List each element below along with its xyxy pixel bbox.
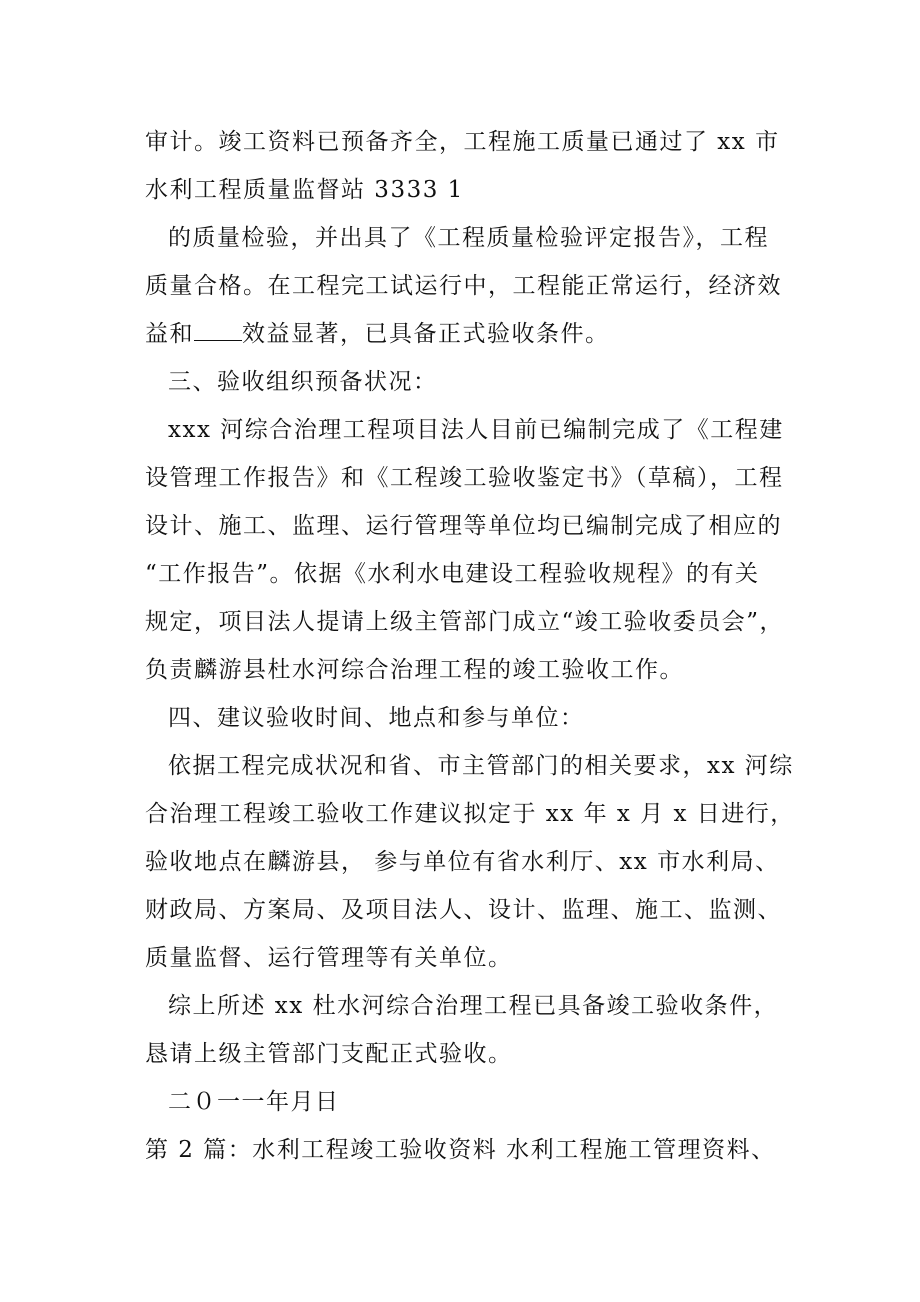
text-line: 合治理工程竣工验收工作建议拟定于 xx 年 x 月 x 日进行， — [145, 801, 795, 827]
text-line: xxx 河综合治理工程项目法人目前已编制完成了《工程建 — [168, 417, 784, 443]
text-line: 质量监督、运行管理等有关单位。 — [145, 945, 513, 971]
text-line: 综上所述 xx 杜水河综合治理工程已具备竣工验收条件， — [168, 993, 779, 1019]
text-line: 财政局、方案局、及项目法人、设计、监理、施工、监测、 — [145, 897, 782, 923]
document-body — [145, 118, 805, 1174]
section-heading: 三、验收组织预备状况： — [168, 369, 438, 395]
date-line: 二０一一年月日 — [168, 1089, 340, 1115]
text-line: 审计。竣工资料已预备齐全，工程施工质量已通过了 xx 市 — [145, 129, 780, 155]
article-heading: 第 2 篇：水利工程竣工验收资料 水利工程施工管理资料、 — [145, 1137, 776, 1163]
text-line: 质量合格。在工程完工试运行中，工程能正常运行，经济效 — [145, 273, 782, 299]
text-line: 设管理工作报告》和《工程竣工验收鉴定书》（草稿），工程 — [145, 465, 784, 491]
text-line: 依据工程完成状况和省、市主管部门的相关要求，xx 河综 — [168, 753, 794, 779]
text-line: 恳请上级主管部门支配正式验收。 — [145, 1041, 513, 1067]
text-line: 的质量检验，并出具了《工程质量检验评定报告》，工程 — [168, 225, 769, 251]
section-heading: 四、建议验收时间、地点和参与单位： — [168, 705, 585, 731]
text-line: 水利工程质量监督站 3333 1 — [145, 177, 464, 203]
text-line: 负责麟游县杜水河综合治理工程的竣工验收工作。 — [145, 657, 684, 683]
text-fragment: 效益显著，已具备正式验收条件。 — [242, 321, 610, 347]
text-line: “工作报告”。依据《水利水电建设工程验收规程》的有关 — [145, 561, 760, 587]
text-line — [145, 310, 805, 358]
text-line: 验收地点在麟游县， 参与单位有省水利厅、xx 市水利局、 — [145, 849, 780, 875]
text-line: 规定，项目法人提请上级主管部门成立“竣工验收委员会”， — [145, 609, 785, 635]
text-line: 设计、施工、监理、运行管理等单位均已编制完成了相应的 — [145, 513, 782, 539]
blank-underline — [194, 310, 242, 341]
text-fragment: 益和 — [145, 321, 194, 347]
